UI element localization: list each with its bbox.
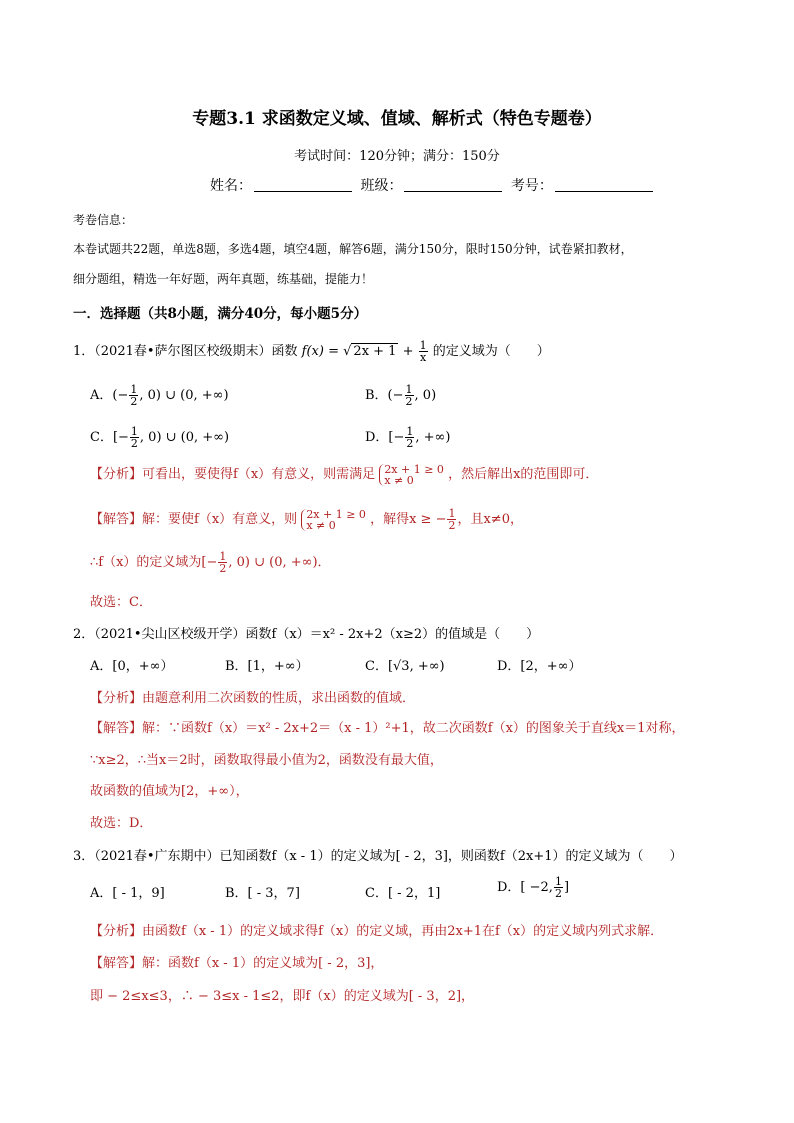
frac-num: 1 — [130, 425, 138, 438]
frac-den: 2 — [405, 395, 413, 408]
q2-option-a[interactable]: A．[0，+∞） — [90, 659, 174, 674]
solution-tag: 【解答】 — [90, 956, 143, 971]
q2-solution-line-3: 故函数的值域为[2，+∞）， — [90, 784, 249, 799]
frac — [554, 876, 563, 899]
frac-den: 2 — [554, 887, 562, 900]
name-field[interactable] — [254, 191, 352, 192]
q2-option-b[interactable]: B．[1，+∞） — [225, 659, 309, 674]
analysis-text: 由函数f（x - 1）的定义域求得f（x）的定义域，再由2x+1在f（x）的定义域内列式求解． — [142, 924, 664, 939]
opt-d-text: D．[− — [365, 430, 405, 445]
frac-num: 1 — [130, 383, 138, 396]
frac-num: 1 — [406, 425, 414, 438]
frac — [218, 551, 227, 574]
sys-line-2: x ≠ 0 — [384, 473, 414, 487]
opt-a-text: A．(− — [90, 388, 129, 403]
id-field[interactable] — [555, 191, 653, 192]
info-line-2: 细分题组，精选一年好题，两年真题，练基础，提能力！ — [73, 272, 374, 286]
student-fields — [210, 175, 657, 195]
frac-num: 1 — [219, 550, 227, 563]
frac-num: 1 — [554, 875, 562, 888]
q2-solution — [90, 717, 685, 736]
solution-tag: 【解答】 — [90, 512, 143, 527]
frac-den: 2 — [130, 437, 138, 450]
q2-answer: 故选：D． — [90, 816, 153, 831]
q1-answer: 故选：C． — [90, 595, 152, 610]
solution-mid: ，解得x ≥ − — [370, 512, 447, 527]
q1-option-b[interactable] — [365, 384, 436, 407]
opt-b-tail: , 0) — [414, 388, 437, 403]
q1-plus: + — [398, 344, 418, 359]
analysis-text: 由题意利用二次函数的性质，求出函数的值域． — [142, 691, 416, 706]
q3-solution-line-2: 即 − 2≤x≤3，∴ − 3≤x - 1≤2，即f（x）的定义域为[ - 3，2]， — [90, 989, 475, 1004]
section-heading: 一．选择题（共8小题，满分40分，每小题5分） — [73, 306, 368, 322]
frac — [130, 426, 139, 449]
frac — [405, 426, 414, 449]
q1-option-c[interactable] — [90, 426, 229, 449]
q1-conclusion — [90, 551, 331, 574]
frac — [405, 384, 414, 407]
q3-solution — [90, 952, 383, 971]
solution-tag: 【解答】 — [90, 721, 143, 736]
q3-option-a[interactable]: A．[ - 1，9] — [90, 886, 165, 901]
q1-stem-text: 1．（2021春•萨尔图区校级期末）函数 — [73, 344, 298, 359]
sys-line-1: 2x + 1 ≥ 0 — [384, 462, 444, 476]
analysis-tag: 【分析】 — [90, 924, 143, 939]
frac — [447, 508, 456, 531]
opt-d-text: D．[ −2, — [497, 880, 553, 895]
info-line-1: 本卷试题共22题，单选8题，多选4题，填空4题，解答6题，满分150分，限时150分钟，试卷紧扣教材， — [73, 242, 633, 256]
solution-text: 解：要使f（x）有意义，则 — [142, 512, 298, 527]
q2-stem: 2．（2021•尖山区校级开学）函数f（x）＝x² - 2x+2（x≥2）的值域是（ ） — [73, 627, 540, 642]
analysis-tail: ，然后解出x的范围即可． — [448, 467, 599, 482]
q1-analysis — [90, 463, 598, 486]
frac-den: 2 — [448, 519, 456, 532]
inequality-system — [379, 464, 444, 486]
q3-stem: 3．（2021春•广东期中）已知函数f（x - 1）的定义域为[ - 2，3]，则函数f（2x+1）的定义域为（ ） — [73, 849, 683, 864]
opt-d-tail: ] — [563, 880, 570, 895]
analysis-text: 可看出，要使得f（x）有意义，则需满足 — [142, 467, 376, 482]
q2-option-d[interactable]: D．[2，+∞） — [497, 659, 582, 674]
solution-text: 解：∵函数f（x）＝x² - 2x+2＝（x - 1）²+1，故二次函数f（x）的图象关于直线x＝1对称， — [142, 721, 685, 736]
frac-den: x — [420, 351, 427, 364]
class-field[interactable] — [404, 191, 502, 192]
q1-stem-end: 的定义域为（ ） — [432, 344, 550, 359]
analysis-tag: 【分析】 — [90, 467, 143, 482]
frac-den: 2 — [406, 437, 414, 450]
frac-num: 1 — [405, 383, 413, 396]
q1-option-a[interactable] — [90, 384, 229, 407]
q3-option-d[interactable] — [497, 876, 569, 899]
class-label: 班级： — [360, 178, 403, 194]
inequality-system — [301, 509, 366, 531]
frac-den: 2 — [130, 395, 138, 408]
opt-d-tail: , +∞) — [415, 430, 451, 445]
opt-c-text: C．[− — [90, 430, 129, 445]
q2-option-c[interactable]: C．[√3, +∞) — [365, 659, 445, 674]
q3-option-c[interactable]: C．[ - 2，1] — [365, 886, 441, 901]
frac-num: 1 — [419, 339, 427, 352]
opt-c-tail: , 0) ∪ (0, +∞) — [139, 430, 230, 445]
frac-num: 1 — [448, 507, 456, 520]
page-title: 专题3.1 求函数定义域、值域、解析式（特色专题卷） — [192, 109, 602, 129]
q1-function: f(x) = — [301, 344, 344, 359]
conclusion-text: ∴f（x）的定义域为[− — [90, 555, 218, 570]
q1-stem: 1．（2021春•萨尔图区校级期末）函数 f(x) = √ 2x + 1 + $\frac{1}{x}$ 的定义域为（ ） — [73, 339, 550, 364]
solution-tail: ，且x≠0， — [457, 512, 523, 527]
sys-line-1: 2x + 1 ≥ 0 — [306, 507, 366, 521]
frac-den: 2 — [219, 562, 227, 575]
sys-line-2: x ≠ 0 — [306, 518, 336, 532]
q3-analysis — [90, 920, 663, 939]
name-label: 姓名： — [210, 178, 252, 194]
exam-time-score: 考试时间：120分钟；满分：150分 — [294, 149, 500, 164]
id-label: 考号： — [510, 178, 553, 194]
q1-sqrt: 2x + 1 — [353, 344, 397, 359]
opt-a-tail: , 0) ∪ (0, +∞) — [139, 388, 229, 403]
opt-b-text: B．(− — [365, 388, 404, 403]
info-heading: 考卷信息： — [73, 213, 134, 227]
q1-solution — [90, 508, 523, 531]
q1-fraction — [419, 340, 428, 363]
conclusion-tail: , 0) ∪ (0, +∞)． — [228, 555, 331, 570]
solution-text: 解：函数f（x - 1）的定义域为[ - 2，3]， — [142, 956, 384, 971]
analysis-tag: 【分析】 — [90, 691, 143, 706]
q1-option-d[interactable] — [365, 426, 450, 449]
q2-analysis — [90, 687, 415, 706]
q2-solution-line-2: ∵x≥2，∴当x＝2时，函数取得最小值为2，函数没有最大值， — [90, 753, 443, 768]
q3-option-b[interactable]: B．[ - 3，7] — [225, 886, 300, 901]
frac — [129, 384, 138, 407]
